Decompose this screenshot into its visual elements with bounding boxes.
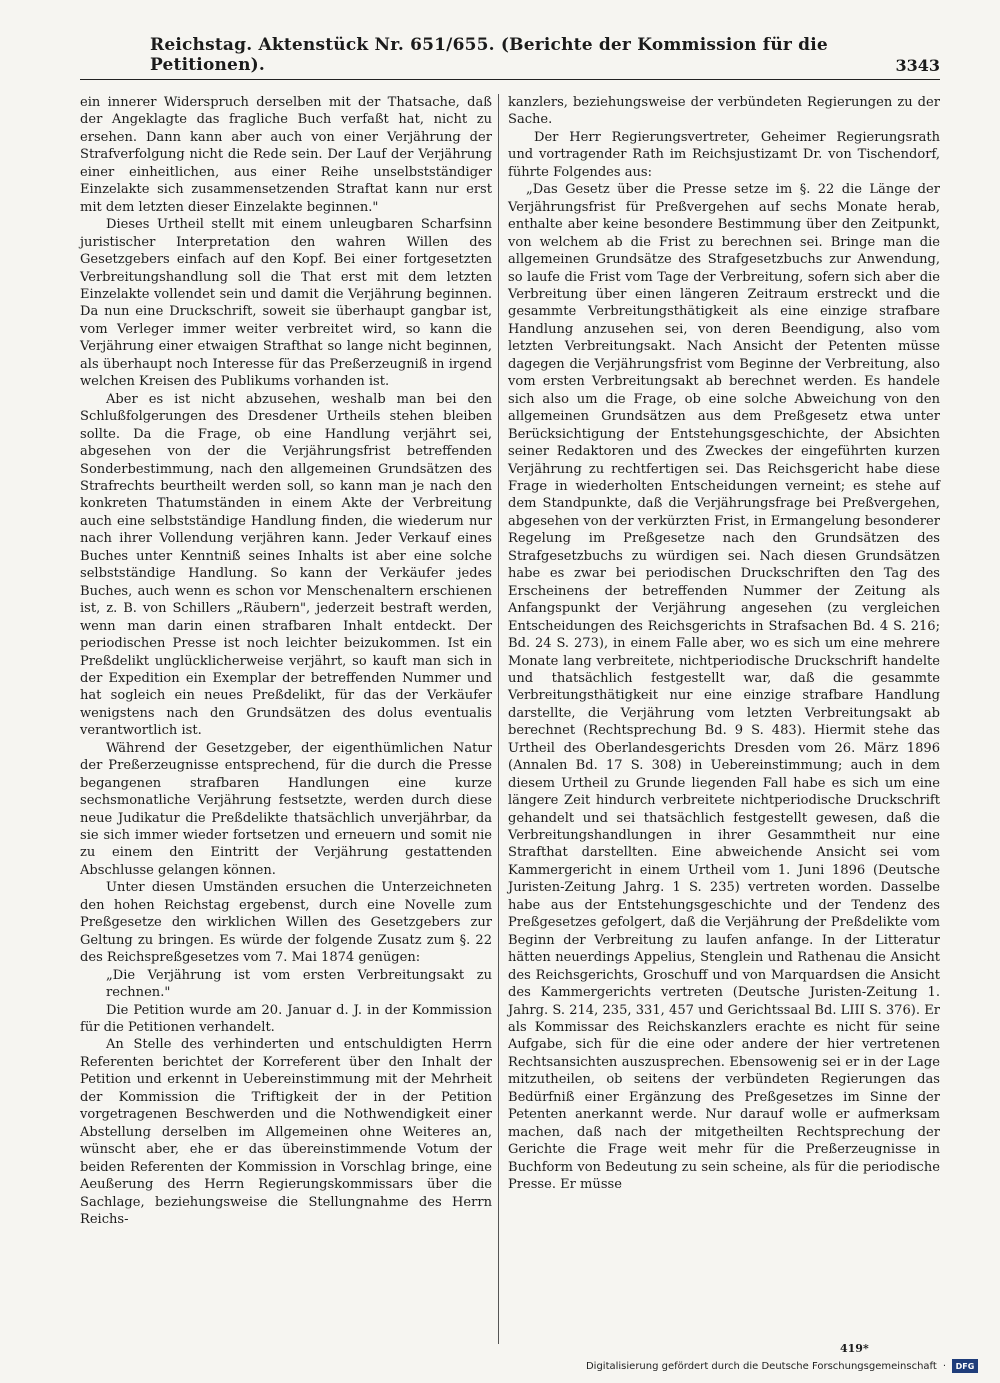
quoted-amendment: „Die Verjährung ist vom ersten Verbreitungsakt zu rechnen.": [106, 967, 492, 1001]
column-divider: [498, 94, 499, 1344]
paragraph: An Stelle des verhinderten und entschuldigten Herrn Referenten berichtet der Korreferent über den Inhalt der Petition und erkennt in Uebereinstimmung mit der Mehrheit der Kommission die Triftigkeit der in der Petition vorgetragenen Beschwerden und die Nothwendigkeit einer Abstellung derselben im Allgemeinen ohne Weiteres an, wünscht aber, ehe er das übereinstimmende Votum der beiden Referenten der Kommission in Vorschlag bringe, eine Aeußerung des Herrn Regierungskommissars über die Sachlage, beziehungsweise die Stellungnahme des Herrn Reichs-: [80, 1037, 492, 1227]
paragraph: Die Petition wurde am 20. Januar d. J. in der Kommission für die Petitionen verhandelt.: [80, 1002, 492, 1036]
dfg-logo-icon: DFG: [952, 1359, 978, 1373]
page-header: [80, 35, 940, 80]
paragraph: ein innerer Widerspruch derselben mit der Thatsache, daß der Angeklagte das fragliche Buch verfaßt hat, nicht zu ersehen. Dann kann aber auch von einer Verjährung der Strafverfolgung nicht die Rede sein. Der Lauf der Verjährung einer einheitlichen, aus einer Reihe unselbstständiger Einzelakte sich zusammensetzenden Straftat kann nur erst mit dem letzten dieser Einzelakte beginnen.": [80, 95, 492, 215]
right-column: [508, 94, 940, 1194]
separator-dot: ·: [942, 1360, 946, 1372]
paragraph: Dieses Urtheil stellt mit einem unleugbaren Scharfsinn juristischer Interpretation den wahren Willen des Gesetzgebers einfach auf den Kopf. Bei einer fortgesetzten Verbreitungshandlung soll die That erst mit dem letzten Einzelakte vollendet sein und damit die Verjährung beginnen. Da nun eine Druckschrift, soweit sie überhaupt gangbar ist, vom Verleger immer weiter verbreitet wird, so kann die Verjährung einer etwaigen Strafthat so lange nicht beginnen, als überhaupt noch Interesse für das Preßerzeugniß in irgend welchen Kreisen des Publikums vorhanden ist.: [80, 217, 492, 390]
paragraph: Aber es ist nicht abzusehen, weshalb man bei den Schlußfolgerungen des Dresdener Urtheils stehen bleiben sollte. Da die Frage, ob eine Handlung verjährt sei, abgesehen von der die Verjährungsfrist betreffenden Sonderbestimmung, nach den allgemeinen Grundsätzen des Strafrechts beurtheilt werden soll, so kann man je nach den konkreten Thatumständen in einem Akte der Verbreitung auch eine selbstständige Handlung finden, die wiederum nur nach ihrer Vollendung verjähren kann. Jeder Verkauf eines Buches unter Kenntniß seines Inhalts ist aber eine solche selbstständige Handlung. So kann der Verkäufer jedes Buches, auch wenn es schon vor Menschenaltern erschienen ist, z. B. von Schillers „Räubern", jederzeit bestraft werden, wenn man darin einen strafbaren Inhalt entdeckt. Der periodischen Presse ist noch leichter beizukommen. Ist ein Preßdelikt unglücklicherweise verjährt, so kauft man sich in der Expedition ein Exemplar der betreffenden Nummer und hat sogleich ein neues Preßdelikt, für das der Verkäufer wenigstens nach den Grundsätzen des dolus eventualis verantwortlich ist.: [80, 391, 492, 739]
paragraph: Während der Gesetzgeber, der eigenthümlichen Natur der Preßerzeugnisse entsprechend, für die durch die Presse begangenen strafbaren Handlungen eine kurze sechsmonatliche Verjährung festsetzte, werden durch diese neue Judikatur die Preßdelikte thatsächlich unverjährbar, da sie sich immer wieder fortsetzen und erneuern und somit nie zu einem den Eintritt der Verjährung gestattenden Abschlusse gelangen können.: [80, 740, 492, 878]
digitization-footer: [586, 1359, 978, 1373]
signature-mark: 419*: [840, 1342, 869, 1355]
paragraph: kanzlers, beziehungsweise der verbündeten Regierungen zu der Sache.: [508, 95, 940, 128]
document-page: [80, 35, 940, 1355]
left-column: [80, 94, 492, 1228]
paragraph: „Das Gesetz über die Presse setze im §. 22 die Länge der Verjährungsfrist für Preßvergehen auf sechs Monate herab, enthalte aber keine besondere Bestimmung über den Zeitpunkt, von welchem ab die Frist zu berechnen sei. Bringe man die allgemeinen Grundsätze des Strafgesetzbuchs zur Anwendung, so laufe die Frist vom Tage der Verbreitung, sofern sich aber die Verbreitung über einen längeren Zeitraum erstreckt und die gesammte Verbreitungsthätigkeit als eine einzige strafbare Handlung anzusehen sei, von deren Beendigung, also vom letzten Verbreitungsakt. Nach Ansicht der Petenten müsse dagegen die Verjährungsfrist vom Beginne der Verbreitung, also vom ersten Verbreitungsakt ab berechnet werden. Es handele sich also um die Frage, ob eine solche Abweichung von den allgemeinen Grundsätzen aus dem Preßgesetz etwa unter Berücksichtigung der Entstehungsgeschichte, der Absichten seiner Redaktoren und des Zweckes der eingeführten kurzen Verjährung zu rechtfertigen sei. Das Reichsgericht habe diese Frage in wiederholten Entscheidungen verneint; es stehe auf dem Standpunkte, daß die Verjährungsfrage bei Preßvergehen, abgesehen von der verkürzten Frist, in Ermangelung besonderer Regelung im Preßgesetze nach den Grundsätzen des Strafgesetzbuchs zu würdigen sei. Nach diesen Grundsätzen habe es zwar bei periodischen Druckschriften den Tag des Erscheinens der betreffenden Nummer der Zeitung als Anfangspunkt der Verjährung angesehen (zu vergleichen Entscheidungen des Reichsgerichts in Strafsachen Bd. 4 S. 216; Bd. 24 S. 273), in einem Falle aber, wo es sich um eine mehrere Monate lang verbreitete, nichtperiodische Druckschrift handelte und thatsächlich festgestellt war, daß die gesammte Verbreitungsthätigkeit nur eine einzige strafbare Handlung darstellte, die Verjährung vom letzten Verbreitungsakt ab berechnet (Rechtsprechung Bd. 9 S. 483). Hiermit stehe das Urtheil des Oberlandesgerichts Dresden vom 26. März 1896 (Annalen Bd. 17 S. 308) in Uebereinstimmung; auch in dem diesem Urtheil zu Grunde liegenden Fall habe es sich um eine längere Zeit hindurch verbreitete nichtperiodische Druckschrift gehandelt und sei thatsächlich festgestellt gewesen, daß die Verbreitungshandlungen in ihrer Gesammtheit nur eine Strafthat darstellten. Eine abweichende Ansicht sei vom Kammergericht in einem Urtheil vom 1. Juni 1896 (Deutsche Juristen-Zeitung Jahrg. 1 S. 235) vertreten worden. Dasselbe habe aus der Entstehungsgeschichte und der Tendenz des Preßgesetzes gefolgert, daß die Verjährung der Preßdelikte vom Beginn der Verbreitung zu laufen anfange. In der Litteratur hätten neuerdings Appelius, Stenglein und Rathenau die Ansicht des Reichsgerichts, Groschuff und von Marquardsen die Ansicht des Kammergerichts vertreten (Deutsche Juristen-Zeitung 1. Jahrg. S. 214, 235, 331, 457 und Gerichtssaal Bd. LIII S. 376). Er als Kommissar des Reichskanzlers erachte es nicht für seine Aufgabe, sich für die eine oder andere der hier vertretenen Rechtsansichten auszusprechen. Ebensowenig sei er in der Lage mitzutheilen, ob seitens der verbündeten Regierungen das Bedürfniß einer Ergänzung des Preßgesetzes im Sinne der Petenten anerkannt werde. Nur darauf wolle er aufmerksam machen, daß nach der mitgetheilten Rechtsprechung der Gerichte die Frage weit mehr für die Preßerzeugnisse in Buchform von Bedeutung zu sein scheine, als für die periodische Presse. Er müsse: [508, 182, 940, 1193]
paragraph: Der Herr Regierungsvertreter, Geheimer Regierungsrath und vortragender Rath im Reichsjustizamt Dr. von Tischendorf, führte Folgendes aus:: [508, 129, 940, 180]
footer-text: Digitalisierung gefördert durch die Deutsche Forschungsgemeinschaft: [585, 1360, 937, 1372]
running-title: Reichstag. Aktenstück Nr. 651/655. (Berichte der Kommission für die Petitionen).: [150, 35, 828, 75]
page-number: 3343: [895, 56, 940, 75]
paragraph: Unter diesen Umständen ersuchen die Unterzeichneten den hohen Reichstag ergebenst, durch eine Novelle zum Preßgesetze den wirklichen Willen des Gesetzgebers zur Geltung zu bringen. Es würde der folgende Zusatz zum §. 22 des Reichspreßgesetzes vom 7. Mai 1874 genügen:: [80, 880, 492, 966]
